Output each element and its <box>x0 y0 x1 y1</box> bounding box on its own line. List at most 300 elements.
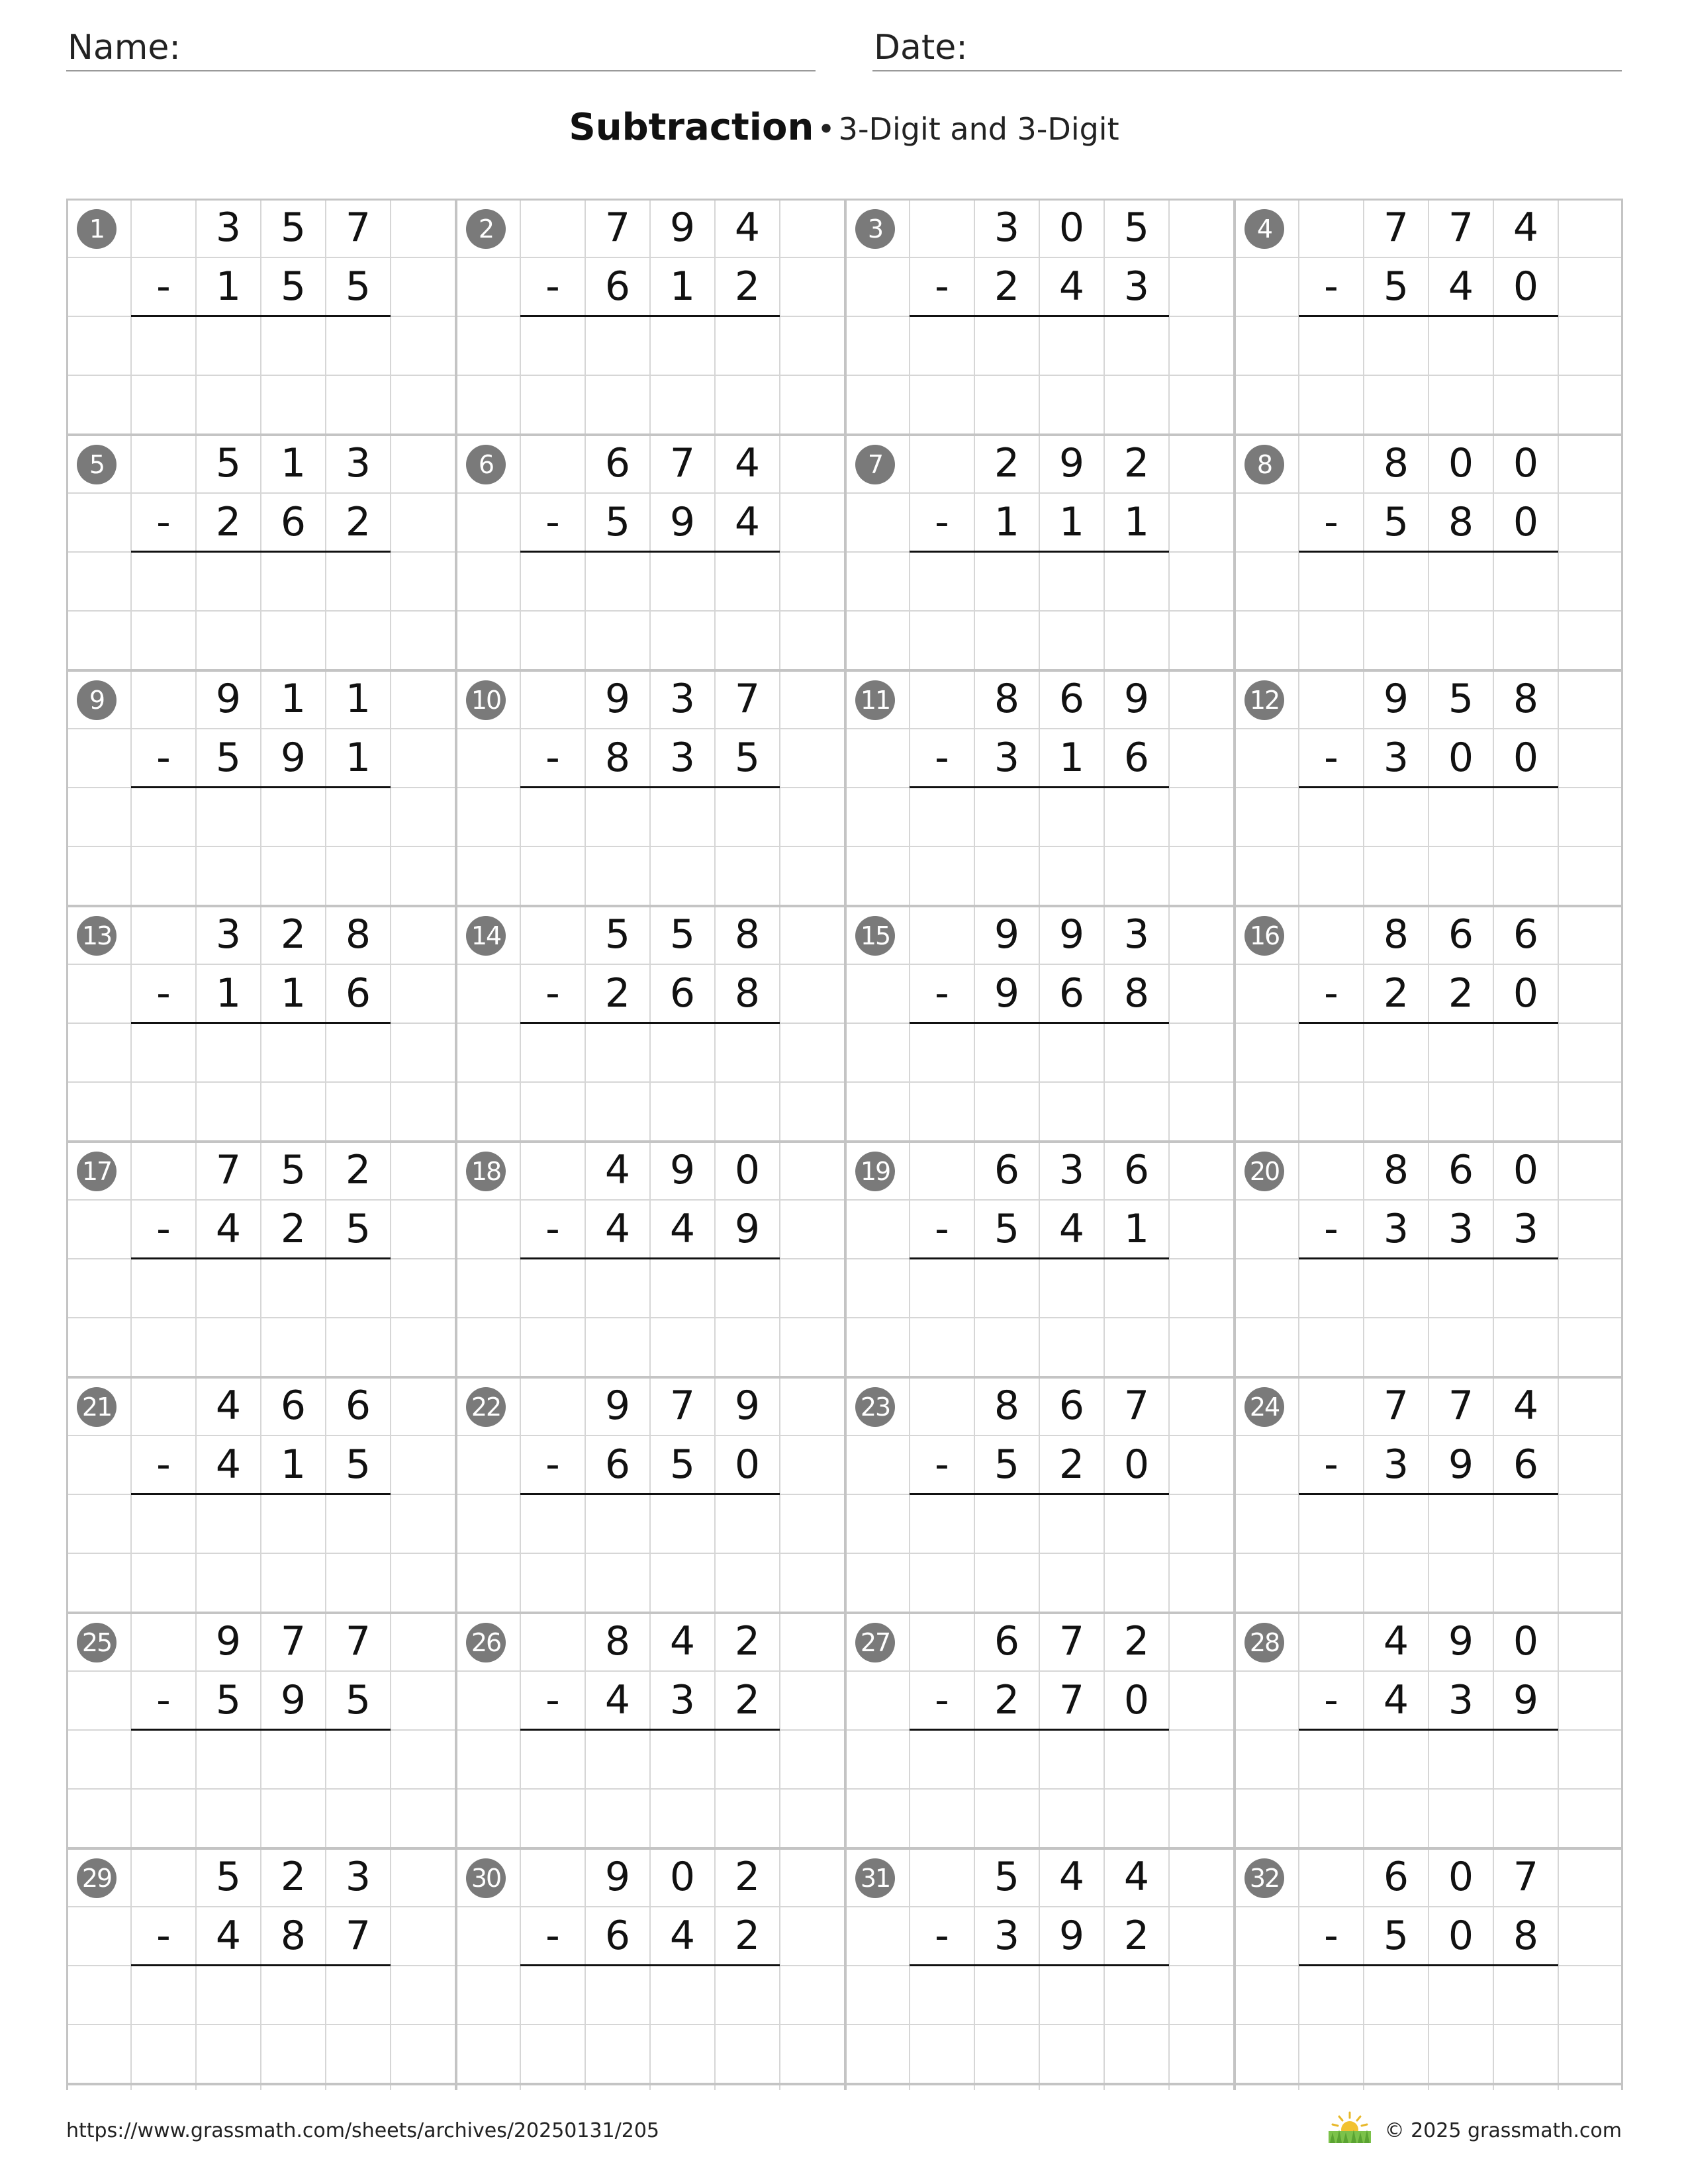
problem-16 <box>1234 905 1623 1141</box>
minuend-digit: 4 <box>604 1147 631 1193</box>
minuend-digit: 0 <box>1513 1618 1539 1664</box>
problem-number-badge: 9 <box>77 680 117 720</box>
minuend-digit: 5 <box>215 1854 242 1900</box>
subtrahend-digit: 1 <box>280 1441 306 1488</box>
title-subtitle: 3-Digit and 3-Digit <box>838 111 1119 147</box>
problem-20 <box>1234 1141 1623 1377</box>
minuend-digit: 8 <box>994 1383 1020 1429</box>
answer-line <box>520 786 780 788</box>
minuend-digit: 7 <box>1123 1383 1150 1429</box>
minuend-digit: 3 <box>345 1854 371 1900</box>
minuend-digit: 2 <box>345 1147 371 1193</box>
problem-number-badge: 31 <box>855 1858 895 1898</box>
problem-12 <box>1234 670 1623 905</box>
subtrahend-digit: 8 <box>604 735 631 781</box>
subtrahend-digit: 5 <box>1383 263 1409 310</box>
problem-28 <box>1234 1612 1623 1848</box>
problem-3 <box>845 199 1234 434</box>
problem-13 <box>66 905 455 1141</box>
minus-sign: - <box>156 1441 171 1488</box>
minuend-digit: 9 <box>669 205 696 251</box>
minuend-digit: 9 <box>1058 911 1085 958</box>
answer-line <box>1299 551 1558 553</box>
problem-27 <box>845 1612 1234 1848</box>
problem-number-badge: 28 <box>1244 1623 1284 1662</box>
minus-sign: - <box>545 263 560 310</box>
name-field[interactable] <box>66 24 816 71</box>
problem-number-badge: 22 <box>466 1387 506 1427</box>
problem-5 <box>66 434 455 670</box>
problem-2 <box>455 199 845 434</box>
subtrahend-digit: 9 <box>669 499 696 545</box>
answer-line <box>910 1964 1169 1966</box>
subtrahend-digit: 8 <box>1448 499 1474 545</box>
subtrahend-digit: 2 <box>994 263 1020 310</box>
subtrahend-digit: 2 <box>1383 970 1409 1017</box>
subtrahend-digit: 9 <box>1448 1441 1474 1488</box>
subtrahend-digit: 9 <box>280 735 306 781</box>
minus-sign: - <box>935 970 949 1017</box>
minuend-digit: 7 <box>1383 205 1409 251</box>
minus-sign: - <box>156 1677 171 1723</box>
minus-sign: - <box>545 1677 560 1723</box>
minuend-digit: 9 <box>1383 676 1409 722</box>
subtrahend-digit: 2 <box>345 499 371 545</box>
minuend-digit: 8 <box>604 1618 631 1664</box>
minuend-digit: 4 <box>1513 205 1539 251</box>
problem-10 <box>455 670 845 905</box>
minuend-digit: 6 <box>994 1618 1020 1664</box>
subtrahend-digit: 2 <box>215 499 242 545</box>
problem-grid <box>66 199 1623 2090</box>
minuend-digit: 8 <box>1513 676 1539 722</box>
subtrahend-digit: 2 <box>1448 970 1474 1017</box>
answer-line <box>1299 1729 1558 1731</box>
minus-sign: - <box>935 1441 949 1488</box>
title-main: Subtraction <box>569 106 814 149</box>
problem-number-badge: 25 <box>77 1623 117 1662</box>
minuend-digit: 8 <box>1383 911 1409 958</box>
subtrahend-digit: 8 <box>280 1913 306 1959</box>
subtrahend-digit: 6 <box>604 263 631 310</box>
problem-number-badge: 12 <box>1244 680 1284 720</box>
subtrahend-digit: 9 <box>280 1677 306 1723</box>
subtrahend-digit: 4 <box>215 1206 242 1252</box>
problem-number-badge: 6 <box>466 445 506 484</box>
answer-line <box>131 1964 391 1966</box>
minus-sign: - <box>935 1206 949 1252</box>
subtrahend-digit: 4 <box>1383 1677 1409 1723</box>
minuend-digit: 8 <box>994 676 1020 722</box>
problem-31 <box>845 1848 1234 2083</box>
problem-number-badge: 29 <box>77 1858 117 1898</box>
subtrahend-digit: 1 <box>280 970 306 1017</box>
problem-22 <box>455 1377 845 1612</box>
answer-line <box>520 1964 780 1966</box>
subtrahend-digit: 2 <box>734 263 761 310</box>
subtrahend-digit: 3 <box>994 1913 1020 1959</box>
answer-line <box>131 315 391 317</box>
minuend-digit: 8 <box>345 911 371 958</box>
date-field[interactable] <box>872 24 1622 71</box>
minuend-digit: 8 <box>734 911 761 958</box>
minuend-digit: 6 <box>1058 676 1085 722</box>
subtrahend-digit: 3 <box>1383 1206 1409 1252</box>
name-label: Name: <box>68 28 181 68</box>
subtrahend-digit: 5 <box>345 263 371 310</box>
minuend-digit: 6 <box>280 1383 306 1429</box>
minuend-digit: 7 <box>669 440 696 486</box>
subtrahend-digit: 5 <box>280 263 306 310</box>
minuend-digit: 1 <box>280 676 306 722</box>
minus-sign: - <box>1324 499 1338 545</box>
problem-number-badge: 3 <box>855 209 895 249</box>
minuend-digit: 9 <box>1058 440 1085 486</box>
problem-number-badge: 7 <box>855 445 895 484</box>
minuend-digit: 4 <box>734 205 761 251</box>
subtrahend-digit: 0 <box>1448 1913 1474 1959</box>
footer-url[interactable]: https://www.grassmath.com/sheets/archives/20250131/205 <box>66 2119 660 2142</box>
answer-line <box>910 786 1169 788</box>
subtrahend-digit: 2 <box>1123 1913 1150 1959</box>
subtrahend-digit: 5 <box>604 499 631 545</box>
minuend-digit: 2 <box>734 1618 761 1664</box>
header-row <box>66 24 1622 70</box>
subtrahend-digit: 1 <box>345 735 371 781</box>
minuend-digit: 3 <box>1058 1147 1085 1193</box>
problem-number-badge: 32 <box>1244 1858 1284 1898</box>
problem-32 <box>1234 1848 1623 2083</box>
problem-6 <box>455 434 845 670</box>
minuend-digit: 0 <box>1448 1854 1474 1900</box>
subtrahend-digit: 4 <box>669 1913 696 1959</box>
minuend-digit: 9 <box>215 676 242 722</box>
answer-line <box>910 1022 1169 1024</box>
minuend-digit: 2 <box>1123 1618 1150 1664</box>
minus-sign: - <box>545 1913 560 1959</box>
minuend-digit: 9 <box>604 676 631 722</box>
subtrahend-digit: 5 <box>345 1206 371 1252</box>
problem-18 <box>455 1141 845 1377</box>
answer-line <box>1299 315 1558 317</box>
problem-24 <box>1234 1377 1623 1612</box>
subtrahend-digit: 2 <box>734 1677 761 1723</box>
minuend-digit: 6 <box>1123 1147 1150 1193</box>
minuend-digit: 5 <box>280 205 306 251</box>
minuend-digit: 9 <box>994 911 1020 958</box>
subtrahend-digit: 8 <box>1123 970 1150 1017</box>
answer-line <box>520 1729 780 1731</box>
minus-sign: - <box>935 499 949 545</box>
minuend-digit: 6 <box>1383 1854 1409 1900</box>
minus-sign: - <box>935 735 949 781</box>
subtrahend-digit: 6 <box>604 1441 631 1488</box>
subtrahend-digit: 3 <box>1513 1206 1539 1252</box>
minuend-digit: 4 <box>215 1383 242 1429</box>
subtrahend-digit: 4 <box>1058 263 1085 310</box>
minus-sign: - <box>156 263 171 310</box>
sun-grass-logo-icon <box>1326 2110 1374 2144</box>
answer-line <box>131 551 391 553</box>
minus-sign: - <box>1324 263 1338 310</box>
problem-number-badge: 10 <box>466 680 506 720</box>
subtrahend-digit: 1 <box>994 499 1020 545</box>
answer-line <box>520 1493 780 1495</box>
minus-sign: - <box>935 1677 949 1723</box>
problem-15 <box>845 905 1234 1141</box>
minus-sign: - <box>545 735 560 781</box>
answer-line <box>910 1493 1169 1495</box>
subtrahend-digit: 3 <box>1383 735 1409 781</box>
minuend-digit: 7 <box>1383 1383 1409 1429</box>
minus-sign: - <box>156 499 171 545</box>
minus-sign: - <box>1324 1206 1338 1252</box>
subtrahend-digit: 5 <box>994 1441 1020 1488</box>
minuend-digit: 4 <box>669 1618 696 1664</box>
minus-sign: - <box>156 1913 171 1959</box>
problem-11 <box>845 670 1234 905</box>
subtrahend-digit: 0 <box>734 1441 761 1488</box>
problem-25 <box>66 1612 455 1848</box>
problem-number-badge: 13 <box>77 916 117 956</box>
minuend-digit: 1 <box>345 676 371 722</box>
subtrahend-digit: 2 <box>1058 1441 1085 1488</box>
problem-number-badge: 21 <box>77 1387 117 1427</box>
minuend-digit: 2 <box>1123 440 1150 486</box>
subtrahend-digit: 3 <box>1383 1441 1409 1488</box>
minuend-digit: 2 <box>280 1854 306 1900</box>
answer-line <box>520 315 780 317</box>
title-separator: • <box>817 111 835 147</box>
subtrahend-digit: 3 <box>1448 1206 1474 1252</box>
subtrahend-digit: 1 <box>215 263 242 310</box>
subtrahend-digit: 0 <box>1448 735 1474 781</box>
problem-17 <box>66 1141 455 1377</box>
problem-number-badge: 1 <box>77 209 117 249</box>
minus-sign: - <box>545 1206 560 1252</box>
footer-copyright: © 2025 grassmath.com <box>1384 2119 1622 2142</box>
answer-line <box>1299 1964 1558 1966</box>
minuend-digit: 7 <box>1448 205 1474 251</box>
subtrahend-digit: 4 <box>669 1206 696 1252</box>
problem-number-badge: 20 <box>1244 1152 1284 1191</box>
minuend-digit: 7 <box>1058 1618 1085 1664</box>
minuend-digit: 5 <box>669 911 696 958</box>
problem-number-badge: 5 <box>77 445 117 484</box>
minuend-digit: 9 <box>734 1383 761 1429</box>
minuend-digit: 7 <box>1448 1383 1474 1429</box>
subtrahend-digit: 9 <box>1058 1913 1085 1959</box>
subtrahend-digit: 4 <box>1058 1206 1085 1252</box>
minuend-digit: 4 <box>734 440 761 486</box>
minus-sign: - <box>545 1441 560 1488</box>
subtrahend-digit: 8 <box>734 970 761 1017</box>
subtrahend-digit: 1 <box>1123 499 1150 545</box>
minus-sign: - <box>1324 1441 1338 1488</box>
subtrahend-digit: 0 <box>1513 735 1539 781</box>
subtrahend-digit: 4 <box>604 1206 631 1252</box>
minuend-digit: 6 <box>1513 911 1539 958</box>
minuend-digit: 6 <box>1448 911 1474 958</box>
minuend-digit: 5 <box>994 1854 1020 1900</box>
answer-line <box>131 1493 391 1495</box>
problem-7 <box>845 434 1234 670</box>
minuend-digit: 3 <box>215 205 242 251</box>
problem-number-badge: 18 <box>466 1152 506 1191</box>
subtrahend-digit: 2 <box>734 1913 761 1959</box>
subtrahend-digit: 2 <box>994 1677 1020 1723</box>
subtrahend-digit: 6 <box>604 1913 631 1959</box>
minuend-digit: 7 <box>734 676 761 722</box>
minuend-digit: 3 <box>1123 911 1150 958</box>
minus-sign: - <box>935 263 949 310</box>
answer-line <box>520 1257 780 1259</box>
minuend-digit: 9 <box>604 1854 631 1900</box>
subtrahend-digit: 4 <box>215 1913 242 1959</box>
minus-sign: - <box>1324 1677 1338 1723</box>
problem-number-badge: 16 <box>1244 916 1284 956</box>
problem-23 <box>845 1377 1234 1612</box>
problem-30 <box>455 1848 845 2083</box>
problem-number-badge: 11 <box>855 680 895 720</box>
minus-sign: - <box>1324 1913 1338 1959</box>
minus-sign: - <box>156 735 171 781</box>
answer-line <box>1299 1022 1558 1024</box>
minuend-digit: 4 <box>1513 1383 1539 1429</box>
answer-line <box>520 1022 780 1024</box>
answer-line <box>910 315 1169 317</box>
minuend-digit: 3 <box>669 676 696 722</box>
minus-sign: - <box>1324 735 1338 781</box>
subtrahend-digit: 4 <box>734 499 761 545</box>
minuend-digit: 7 <box>215 1147 242 1193</box>
minuend-digit: 4 <box>1383 1618 1409 1664</box>
minus-sign: - <box>935 1913 949 1959</box>
minuend-digit: 6 <box>1448 1147 1474 1193</box>
date-label: Date: <box>874 28 968 68</box>
minuend-digit: 9 <box>669 1147 696 1193</box>
problem-number-badge: 8 <box>1244 445 1284 484</box>
subtrahend-digit: 1 <box>1123 1206 1150 1252</box>
minuend-digit: 2 <box>994 440 1020 486</box>
minuend-digit: 5 <box>1123 205 1150 251</box>
minuend-digit: 2 <box>734 1854 761 1900</box>
subtrahend-digit: 1 <box>1058 499 1085 545</box>
subtrahend-digit: 4 <box>604 1677 631 1723</box>
minuend-digit: 0 <box>1448 440 1474 486</box>
minuend-digit: 0 <box>1058 205 1085 251</box>
minuend-digit: 1 <box>280 440 306 486</box>
minuend-digit: 5 <box>215 440 242 486</box>
minuend-digit: 7 <box>345 1618 371 1664</box>
minus-sign: - <box>545 499 560 545</box>
problem-26 <box>455 1612 845 1848</box>
minuend-digit: 3 <box>345 440 371 486</box>
subtrahend-digit: 0 <box>1123 1441 1150 1488</box>
minuend-digit: 0 <box>734 1147 761 1193</box>
subtrahend-digit: 0 <box>1513 970 1539 1017</box>
subtrahend-digit: 4 <box>215 1441 242 1488</box>
minuend-digit: 2 <box>280 911 306 958</box>
subtrahend-digit: 2 <box>604 970 631 1017</box>
subtrahend-digit: 3 <box>669 1677 696 1723</box>
subtrahend-digit: 1 <box>1058 735 1085 781</box>
minuend-digit: 7 <box>280 1618 306 1664</box>
worksheet-title <box>0 106 1688 149</box>
problem-9 <box>66 670 455 905</box>
subtrahend-digit: 9 <box>994 970 1020 1017</box>
subtrahend-digit: 4 <box>1448 263 1474 310</box>
subtrahend-digit: 5 <box>994 1206 1020 1252</box>
minus-sign: - <box>1324 970 1338 1017</box>
problem-21 <box>66 1377 455 1612</box>
problem-number-badge: 15 <box>855 916 895 956</box>
problem-14 <box>455 905 845 1141</box>
problem-number-badge: 30 <box>466 1858 506 1898</box>
minuend-digit: 0 <box>669 1854 696 1900</box>
answer-line <box>1299 1257 1558 1259</box>
answer-line <box>131 1729 391 1731</box>
minuend-digit: 7 <box>345 205 371 251</box>
minuend-digit: 5 <box>604 911 631 958</box>
subtrahend-digit: 0 <box>1513 499 1539 545</box>
subtrahend-digit: 5 <box>734 735 761 781</box>
answer-line <box>1299 786 1558 788</box>
problem-number-badge: 23 <box>855 1387 895 1427</box>
problem-4 <box>1234 199 1623 434</box>
minuend-digit: 3 <box>994 205 1020 251</box>
minuend-digit: 5 <box>1448 676 1474 722</box>
subtrahend-digit: 3 <box>1123 263 1150 310</box>
subtrahend-digit: 9 <box>734 1206 761 1252</box>
subtrahend-digit: 1 <box>215 970 242 1017</box>
problem-8 <box>1234 434 1623 670</box>
subtrahend-digit: 5 <box>215 1677 242 1723</box>
subtrahend-digit: 3 <box>669 735 696 781</box>
minus-sign: - <box>545 970 560 1017</box>
subtrahend-digit: 7 <box>345 1913 371 1959</box>
minuend-digit: 6 <box>345 1383 371 1429</box>
minuend-digit: 9 <box>215 1618 242 1664</box>
minuend-digit: 5 <box>280 1147 306 1193</box>
subtrahend-digit: 1 <box>669 263 696 310</box>
subtrahend-digit: 5 <box>669 1441 696 1488</box>
minuend-digit: 9 <box>604 1383 631 1429</box>
problem-1 <box>66 199 455 434</box>
answer-line <box>131 1257 391 1259</box>
minuend-digit: 9 <box>1123 676 1150 722</box>
subtrahend-digit: 5 <box>345 1441 371 1488</box>
minuend-digit: 4 <box>1123 1854 1150 1900</box>
problem-number-badge: 17 <box>77 1152 117 1191</box>
subtrahend-digit: 3 <box>994 735 1020 781</box>
subtrahend-digit: 9 <box>1513 1677 1539 1723</box>
minuend-digit: 7 <box>1513 1854 1539 1900</box>
problem-number-badge: 14 <box>466 916 506 956</box>
problem-number-badge: 27 <box>855 1623 895 1662</box>
answer-line <box>131 786 391 788</box>
subtrahend-digit: 6 <box>280 499 306 545</box>
answer-line <box>131 1022 391 1024</box>
subtrahend-digit: 8 <box>1513 1913 1539 1959</box>
minuend-digit: 6 <box>1058 1383 1085 1429</box>
minuend-digit: 6 <box>604 440 631 486</box>
subtrahend-digit: 0 <box>1513 263 1539 310</box>
minuend-digit: 4 <box>1058 1854 1085 1900</box>
subtrahend-digit: 5 <box>345 1677 371 1723</box>
minuend-digit: 7 <box>669 1383 696 1429</box>
minuend-digit: 9 <box>1448 1618 1474 1664</box>
